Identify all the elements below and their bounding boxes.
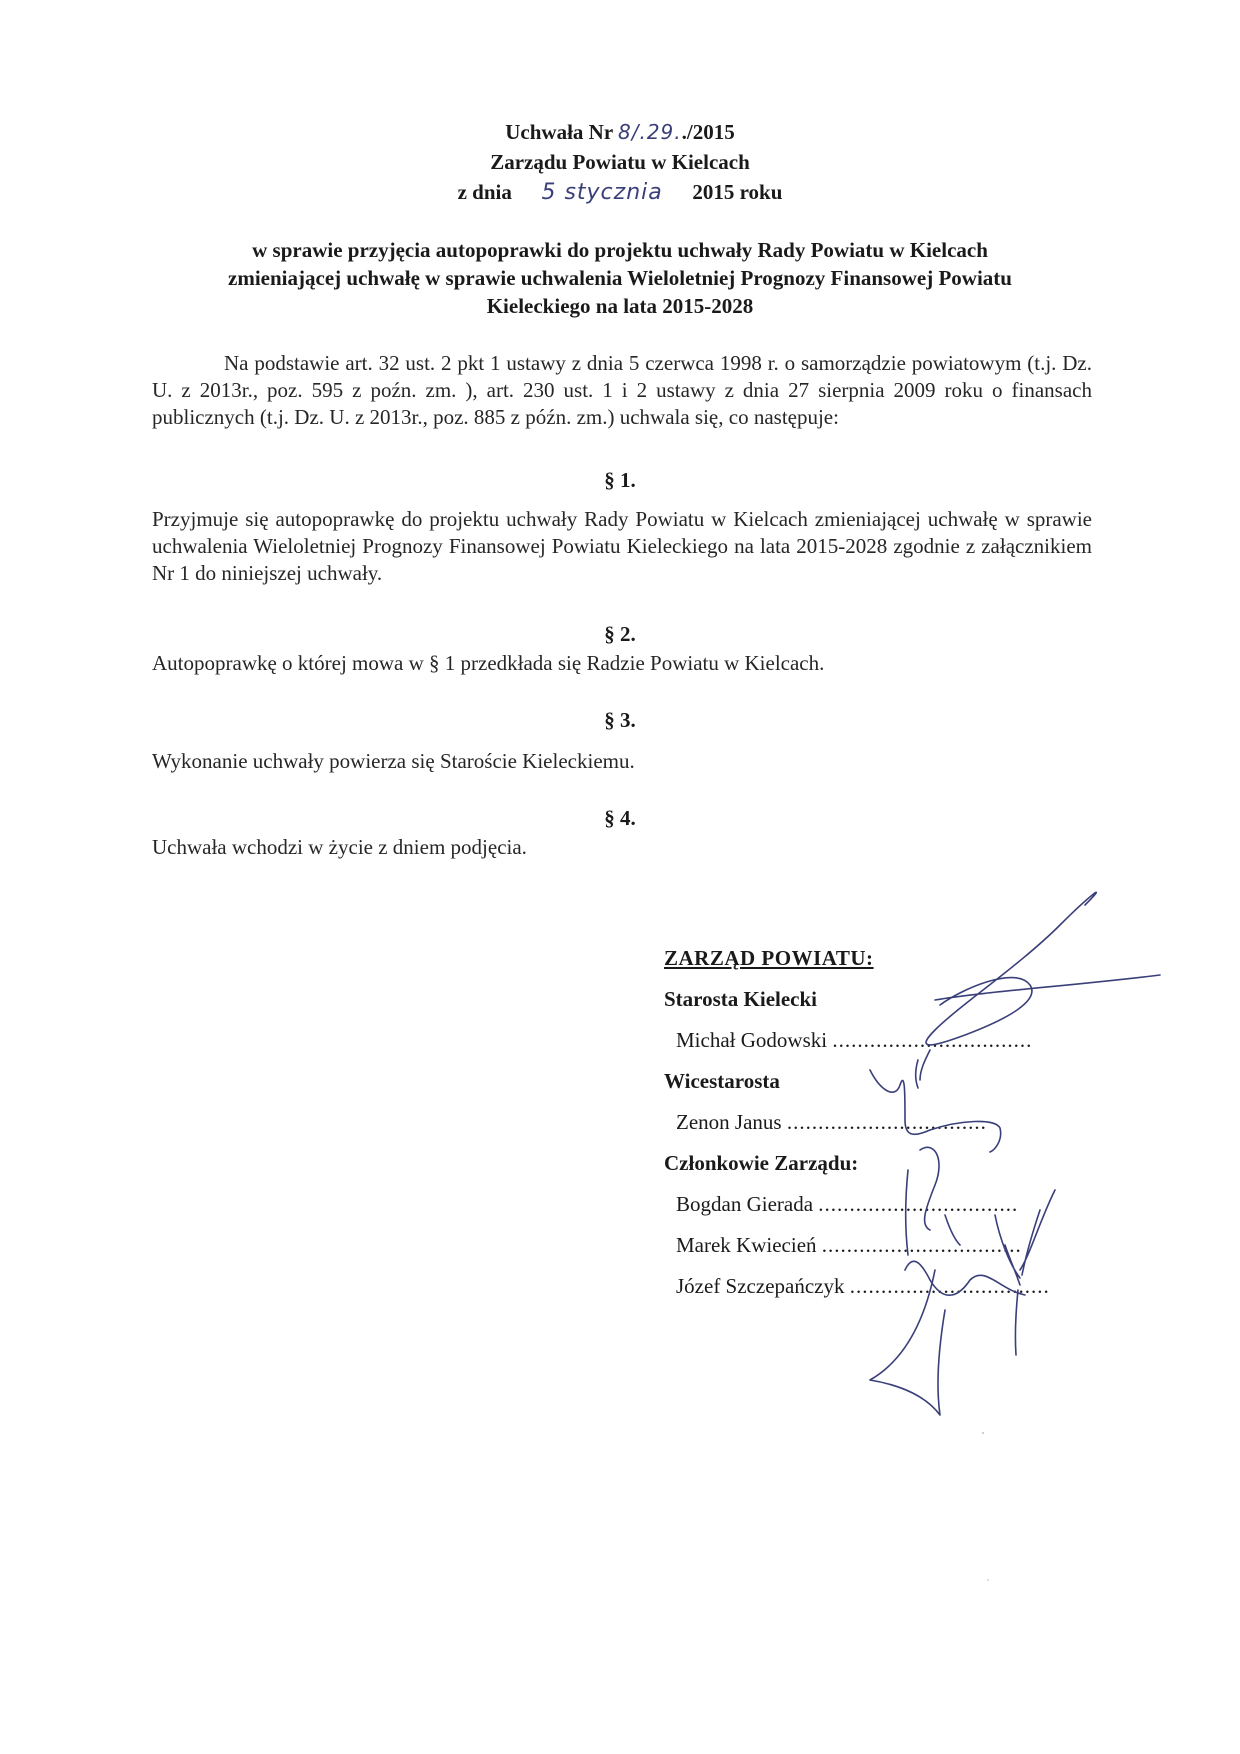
member-2-signature-line: [664, 1233, 1094, 1258]
resolution-number-suffix: ./2015: [681, 120, 735, 144]
resolution-number-prefix: Uchwała Nr: [505, 120, 619, 144]
date-prefix: z dnia: [457, 180, 512, 204]
section-4-mark: § 4.: [604, 806, 636, 830]
signature-block: [664, 946, 1094, 1299]
wicestarosta-signature-line: [664, 1110, 1094, 1135]
member-3-name: Józef Szczepańczyk: [676, 1274, 845, 1298]
signature-dots: ................................: [818, 1192, 1019, 1216]
member-2-name: Marek Kwiecień: [676, 1233, 817, 1257]
signature-dots: ................................: [821, 1233, 1022, 1257]
section-3-mark: § 3.: [604, 708, 636, 732]
signature-dots: ................................: [786, 1110, 987, 1134]
resolution-number-line: [0, 120, 1240, 145]
resolution-number-handwritten: 8/.29.: [618, 120, 682, 144]
member-1-signature-line: [664, 1192, 1094, 1217]
date-suffix: 2015 roku: [692, 180, 783, 204]
members-role: Członkowie Zarządu:: [664, 1151, 859, 1175]
section-4-text: Uchwała wchodzi w życie z dniem podjęcia.: [152, 835, 527, 859]
section-3-text: Wykonanie uchwały powierza się Staroście Kieleckiemu.: [152, 749, 635, 773]
starosta-signature-line: [664, 1028, 1094, 1053]
wicestarosta-role: Wicestarosta: [664, 1069, 780, 1093]
section-2-text: Autopoprawkę o której mowa w § 1 przedkłada się Radzie Powiatu w Kielcach.: [152, 651, 825, 675]
subject-line-3: Kieleckiego na lata 2015-2028: [486, 294, 754, 318]
section-1-mark: § 1.: [604, 468, 636, 492]
subject-line-1: w sprawie przyjęcia autopoprawki do projektu uchwały Rady Powiatu w Kielcach: [252, 238, 988, 262]
resolution-date-line: [0, 180, 1240, 205]
preamble: Na podstawie art. 32 ust. 2 pkt 1 ustawy z dnia 5 czerwca 1998 r. o samorządzie powiatowym (t.j. Dz. U. z 2013r., poz. 595 z poźn. zm. ), art. 230 ust. 1 i 2 ustawy z dnia 27 sierpnia 2009 roku o finansach publicznych (t.j. Dz. U. z 2013r., poz. 885 z późn. zm.) uchwala się, co następuje:: [152, 351, 1092, 429]
section-2-mark: § 2.: [604, 622, 636, 646]
member-3-signature-line: [664, 1274, 1094, 1299]
issuing-body: Zarządu Powiatu w Kielcach: [490, 150, 750, 174]
signature-dots: ................................: [832, 1028, 1033, 1052]
starosta-role: Starosta Kielecki: [664, 987, 818, 1011]
signature-dots: ................................: [849, 1274, 1050, 1298]
member-1-name: Bogdan Gierada: [676, 1192, 814, 1216]
section-1-text: Przyjmuje się autopoprawkę do projektu uchwały Rady Powiatu w Kielcach zmieniającej uchwałę w sprawie uchwalenia Wieloletniej Prognozy Finansowej Powiatu Kieleckiego na lata 2015-2028 zgodnie z załącznikiem Nr 1 do niniejszej uchwały.: [152, 507, 1092, 585]
starosta-name: Michał Godowski: [676, 1028, 828, 1052]
date-handwritten: 5 stycznia: [541, 180, 663, 205]
subject-line-2: zmieniającej uchwałę w sprawie uchwalenia Wieloletniej Prognozy Finansowej Powiatu: [228, 266, 1012, 290]
wicestarosta-name: Zenon Janus: [676, 1110, 782, 1134]
board-heading: ZARZĄD POWIATU:: [664, 946, 874, 970]
